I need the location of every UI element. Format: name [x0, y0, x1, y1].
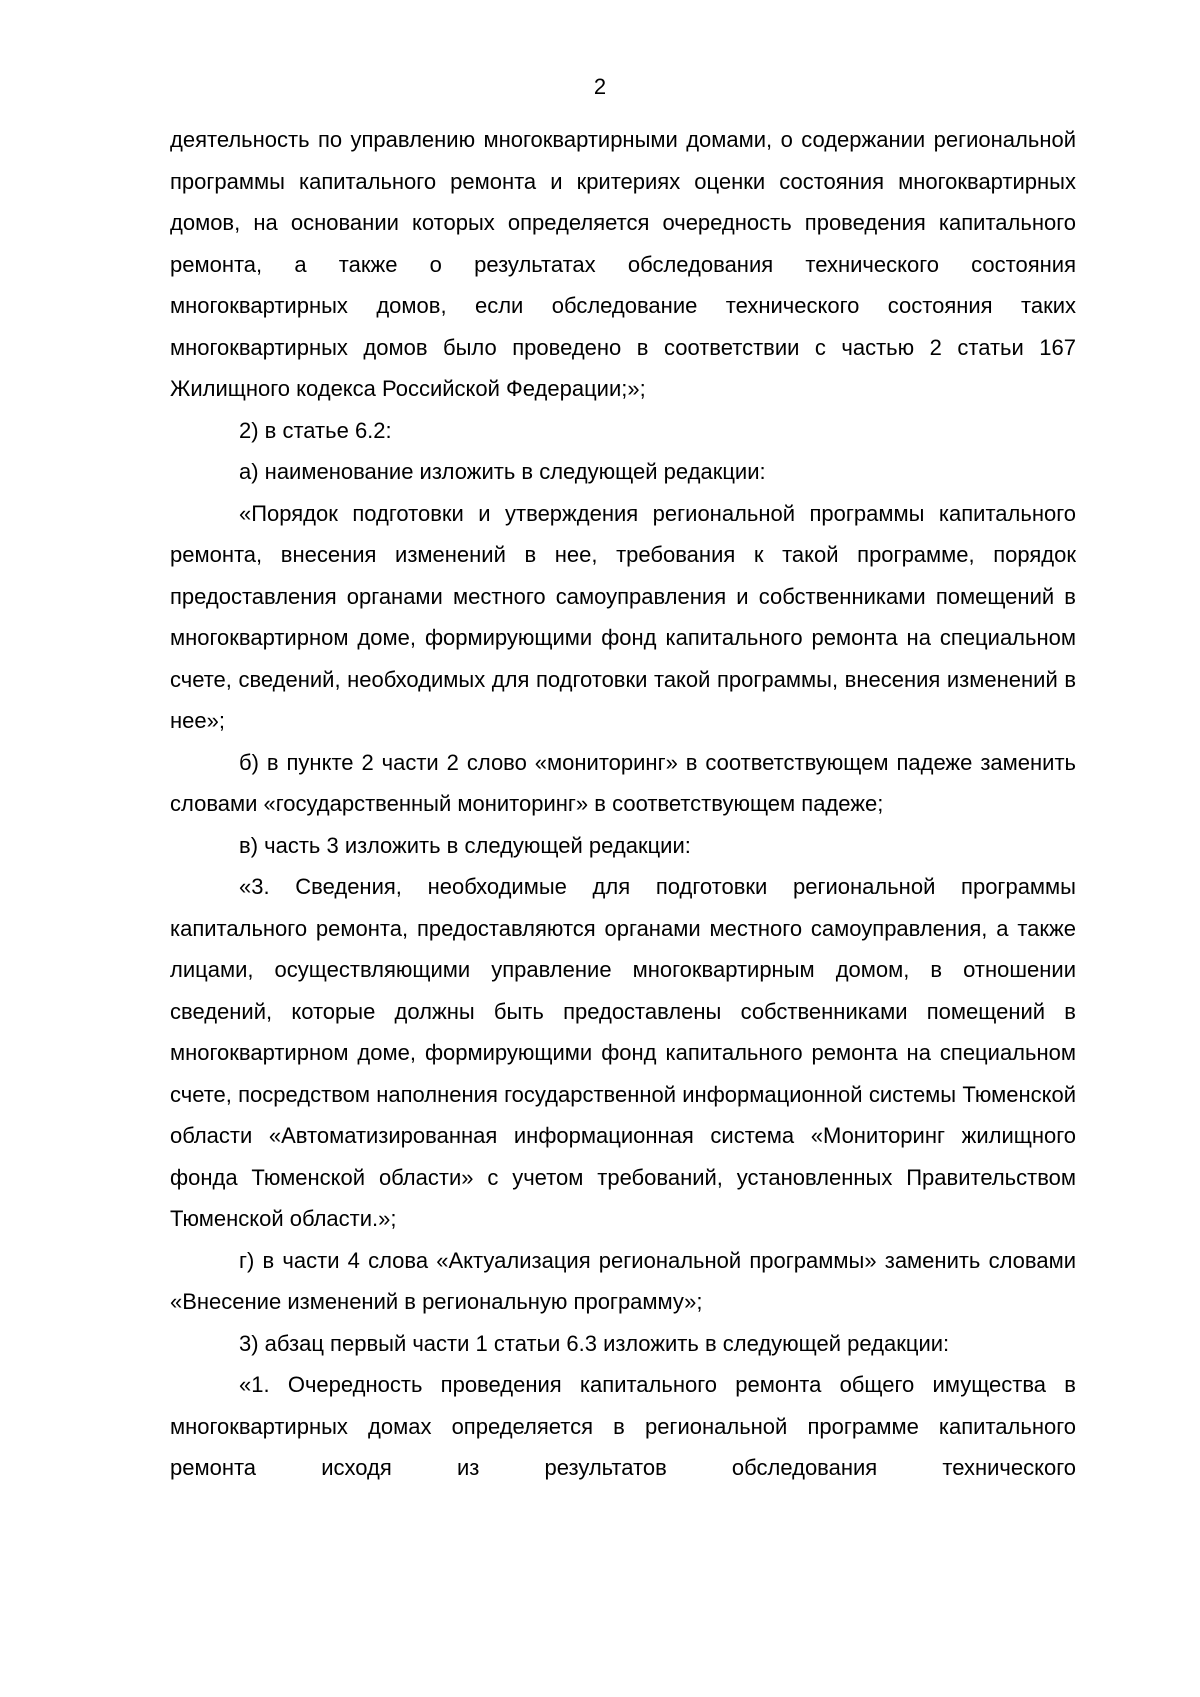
document-body [170, 119, 1076, 1489]
paragraph-subitem-g: г) в части 4 слова «Актуализация региональной программы» заменить словами «Внесение изменений в региональную программу»; [170, 1247, 1076, 1314]
paragraph-item-2: 2) в статье 6.2: [239, 417, 392, 443]
paragraph-subitem-a: а) наименование изложить в следующей редакции: [239, 459, 766, 484]
paragraph-subitem-v: в) часть 3 изложить в следующей редакции: [239, 832, 691, 858]
paragraph-quote-part-1: «1. Очередность проведения капитального ремонта общего имущества в многоквартирных домах определяется в региональной программе капитального ремонта исходя из результатов обследования технического [170, 1372, 1076, 1480]
paragraph-continuation: деятельность по управлению многоквартирными домами, о содержании региональной программы капитального ремонта и критериях оценки состояния многоквартирных домов, на основании которых определяется очередность проведения капитального ремонта, а также о результатах обследования технического состояния многоквартирных домов, если обследование технического состояния таких многоквартирных домов было проведено в соответствии с частью 2 статьи 167 Жилищного кодекса Российской Федерации;»; [170, 127, 1076, 401]
paragraph-item-3: 3) абзац первый части 1 статьи 6.3 изложить в следующей редакции: [239, 1330, 950, 1356]
page-number: 2 [593, 74, 607, 99]
paragraph-subitem-b: б) в пункте 2 части 2 слово «мониторинг» в соответствующем падеже заменить словами «государственный мониторинг» в соответствующем падеже; [170, 749, 1076, 816]
paragraph-quote-title: «Порядок подготовки и утверждения региональной программы капитального ремонта, внесения изменений в нее, требования к такой программе, порядок предоставления органами местного самоуправления и собственниками помещений в многоквартирном доме, формирующими фонд капитального ремонта на специальном счете, сведений, необходимых для подготовки такой программы, внесения изменений в нее»; [170, 500, 1076, 733]
paragraph-quote-part-3: «3. Сведения, необходимые для подготовки региональной программы капитального ремонта, предоставляются органами местного самоуправления, а также лицами, осуществляющими управление многоквартирным домом, в отношении сведений, которые должны быть предоставлены собственниками помещений в многоквартирном доме, формирующими фонд капитального ремонта на специальном счете, посредством наполнения государственной информационной системы Тюменской области «Автоматизированная информационная система «Мониторинг жилищного фонда Тюменской области» с учетом требований, установленных Правительством Тюменской области.»; [170, 874, 1076, 1231]
